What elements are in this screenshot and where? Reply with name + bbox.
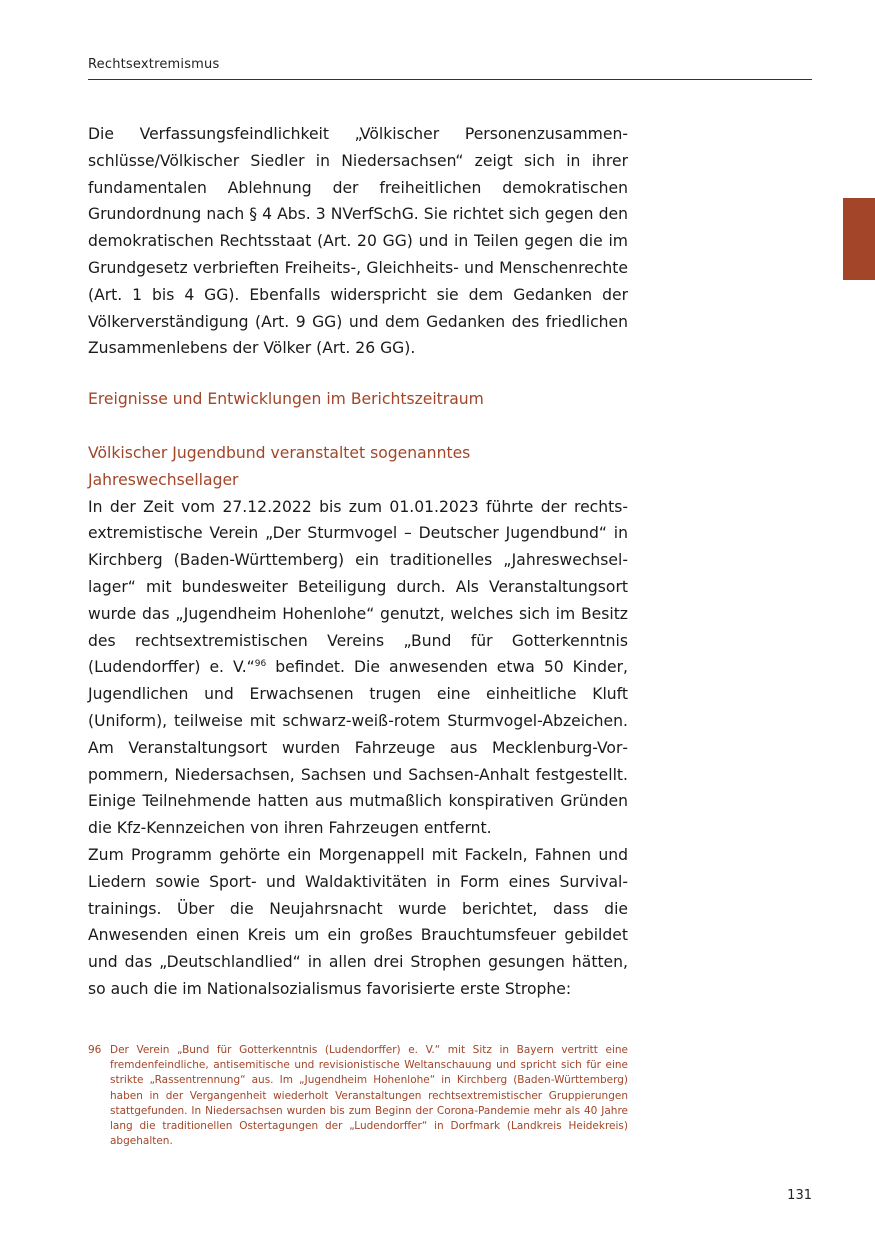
page-number: 131 — [787, 1188, 812, 1203]
main-content — [88, 121, 628, 1003]
running-header: Rechtsextremismus — [88, 57, 220, 72]
paragraph-program: Zum Programm gehörte ein Morgenappell mit Fackeln, Fahnen und Liedern sowie Sport- und Waldaktivitäten in Form eines Survivaltrainings. Über die Neujahrsnacht wurde berichtet, dass die Anwesenden einen Kreis um ein großes Brauchtumsfeuer gebildet und das „Deutschlandlied“ in allen drei Strophen gesungen hätten, so auch die im Nationalsozialismus favorisierte erste Strophe: — [88, 845, 628, 998]
paragraph-constitutional-hostility: Die Verfassungsfeindlichkeit „Völkischer Personenzusammenschlüsse/Völkischer Siedler in Niedersachsen“ zeigt sich in ihrer fundamentalen Ablehnung der freiheitlichen demokratischen Grundordnung nach § 4 Abs. 3 NVerfSchG. Sie richtet sich gegen den demokratischen Rechtsstaat (Art. 20 GG) und in Teilen gegen die im Grundgesetz verbrieften Freiheits-, Gleichheits- und Menschenrechte (Art. 1 bis 4 GG). Ebenfalls widerspricht sie dem Gedanken der Völkerverständigung (Art. 9 GG) und dem Gedanken des friedlichen Zusammenlebens der Völker (Art. 26 GG). — [88, 125, 628, 358]
paragraph-camp-event-text-1: In der Zeit vom 27.12.2022 bis zum 01.01.2023 führte der rechtsextremistische Verein „Der Sturmvogel – Deutscher Jugendbund“ in Kirchberg (Baden-Württemberg) ein traditionelles „Jahreswechsellager“ mit bundesweiter Beteiligung durch. Als Veranstaltungsort wurde das „Jugendheim Hohenlohe“ genutzt, welches sich im Besitz des rechtsextremistischen Vereins „Bund für Gotterkenntnis (Ludendorffer) e. V.“ — [88, 497, 628, 677]
section-heading: Ereignisse und Entwicklungen im Berichtszeitraum — [88, 390, 484, 409]
header-divider — [88, 79, 812, 80]
footnote-text: Der Verein „Bund für Gotterkenntnis (Ludendorffer) e. V.“ mit Sitz in Bayern vertritt eine fremdenfeindliche, antisemitische und revisionistische Weltanschauung und spricht sich für eine strikte „Rassentrennung“ aus. Im „Jugendheim Hohenlohe“ in Kirchberg (Baden-Württemberg) haben in der Vergangenheit wiederholt Veranstaltungen rechtsextremistischer Gruppierungen stattgefunden. In Niedersachsen wurden bis zum Beginn der Corona-Pandemie mehr als 40 Jahre lang die traditionellen Ostertagungen der „Ludendorffer“ in Dorfmark (Landkreis Heidekreis) abgehalten. — [110, 1044, 628, 1148]
paragraph-camp-event-text-2: befindet. Die anwesenden etwa 50 Kinder, Jugendlichen und Erwachsenen trugen eine einheitliche Kluft (Uniform), teilweise mit schwarz-weiß-rotem Sturmvogel-Abzeichen. Am Veranstaltungsort wurden Fahrzeuge aus Mecklenburg-Vorpommern, Niedersachsen, Sachsen und Sachsen-Anhalt festgestellt. Einige Teilnehmende hatten aus mutmaßlich konspirativen Gründen die Kfz-Kennzeichen von ihren Fahrzeugen entfernt. — [88, 658, 628, 838]
footnote-reference[interactable]: 96 — [254, 659, 267, 670]
footnote — [88, 1043, 628, 1149]
chapter-thumb-tab — [843, 198, 875, 280]
subsection-heading-line1: Völkischer Jugendbund veranstaltet sogenanntes — [88, 443, 471, 462]
footnote-number: 96 — [88, 1044, 102, 1056]
paragraph-camp-event — [88, 494, 628, 842]
subsection-heading-line2: Jahreswechsellager — [88, 470, 239, 489]
subsection-heading — [88, 440, 628, 494]
